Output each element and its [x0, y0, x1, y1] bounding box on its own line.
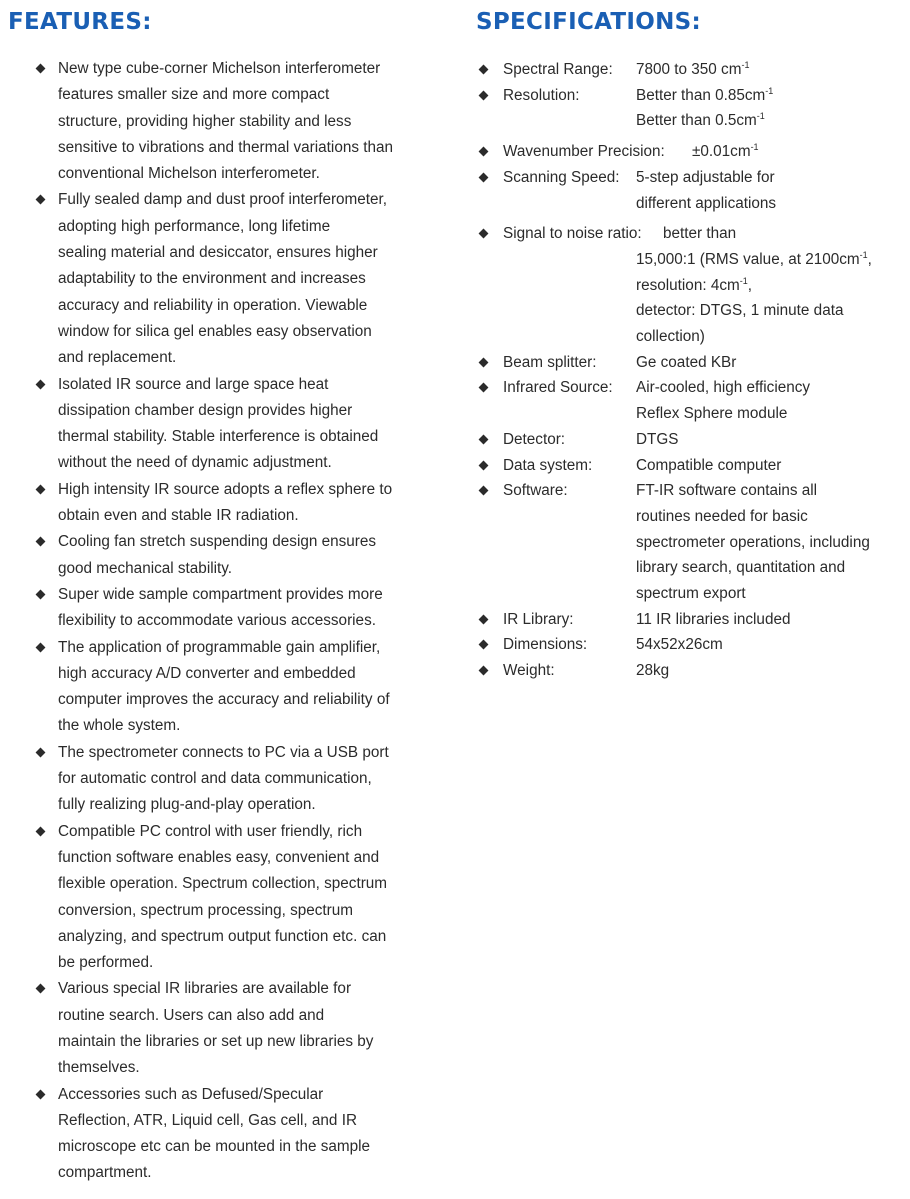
diamond-bullet-icon: [479, 434, 489, 444]
diamond-bullet-icon: [36, 747, 46, 757]
diamond-bullet-icon: [479, 357, 489, 367]
diamond-bullet-icon: [36, 195, 46, 205]
diamond-bullet-icon: [36, 1089, 46, 1099]
diamond-bullet-icon: [36, 537, 46, 547]
diamond-bullet-icon: [479, 90, 489, 100]
feature-item: High intensity IR source adopts a reflex sphere to obtain even and stable IR radiation.: [0, 477, 440, 530]
spec-detector: Detector: DTGS: [476, 427, 910, 453]
diamond-bullet-icon: [479, 614, 489, 624]
spec-data-system: Data system: Compatible computer: [476, 453, 910, 479]
features-list: [0, 56, 440, 1187]
feature-item: Compatible PC control with user friendly, rich function software enables easy, convenient and flexible operation. Spectrum collection, spectrum conversion, spectrum processing, spectrum analyzing, and spectrum output function etc. can be performed.: [0, 819, 440, 977]
spec-resolution: Resolution: Better than $0.85cm^{-1}$ Better than $0.5cm^{-1}$: [476, 83, 910, 134]
feature-item: The application of programmable gain amplifier, high accuracy A/D converter and embedded computer improves the accuracy and reliability of the whole system.: [0, 635, 440, 740]
feature-item: Various special IR libraries are available for routine search. Users can also add and maintain the libraries or set up new libraries by themselves.: [0, 976, 440, 1081]
diamond-bullet-icon: [36, 642, 46, 652]
feature-item: Accessories such as Defused/Specular Reflection, ATR, Liquid cell, Gas cell, and IR microscope etc can be mounted in the sample compartment.: [0, 1082, 440, 1187]
diamond-bullet-icon: [36, 484, 46, 494]
specifications-column: [476, 0, 910, 684]
spec-dimensions: Dimensions: 54x52x26cm: [476, 632, 910, 658]
diamond-bullet-icon: [36, 589, 46, 599]
spec-spectral-range: Spectral Range: 7800 to 350 $cm^{-1}$: [476, 57, 910, 83]
specifications-list: [476, 57, 910, 684]
spec-infrared-source: Infrared Source: Air-cooled, high efficiency Reflex Sphere module: [476, 375, 910, 426]
diamond-bullet-icon: [479, 383, 489, 393]
feature-item: Super wide sample compartment provides more flexibility to accommodate various accessories.: [0, 582, 440, 635]
feature-item: Fully sealed damp and dust proof interferometer, adopting high performance, long lifetime sealing material and desiccator, ensures higher adaptability to the environment and increases accuracy and reliability in operation. Viewable window for silica gel enables easy observation and replacement.: [0, 187, 440, 371]
spec-weight: Weight: 28kg: [476, 658, 910, 684]
feature-item: New type cube-corner Michelson interferometer features smaller size and more compact structure, providing higher stability and less sensitive to vibrations and thermal variations than conventional Michelson interferometer.: [0, 56, 440, 187]
feature-item: The spectrometer connects to PC via a USB port for automatic control and data communication, fully realizing plug-and-play operation.: [0, 740, 440, 819]
feature-item: Cooling fan stretch suspending design ensures good mechanical stability.: [0, 529, 440, 582]
spec-signal-to-noise: Signal to noise ratio: better than 15,000:1 (RMS value, at $2100cm^{-1}$, resolution: $4cm^{-1}$, detector: DTGS, 1 minute data collection): [476, 221, 910, 350]
diamond-bullet-icon: [479, 172, 489, 182]
features-column: [0, 0, 440, 1187]
feature-item: Isolated IR source and large space heat dissipation chamber design provides higher thermal stability. Stable interference is obtained without the need of dynamic adjustment.: [0, 372, 440, 477]
diamond-bullet-icon: [479, 640, 489, 650]
spec-software: Software: FT-IR software contains all routines needed for basic spectrometer operations, including library search, quantitation and spectrum export: [476, 478, 910, 607]
specifications-heading: SPECIFICATIONS:: [476, 9, 702, 35]
diamond-bullet-icon: [479, 666, 489, 676]
diamond-bullet-icon: [36, 826, 46, 836]
spec-scanning-speed: Scanning Speed: 5-step adjustable for different applications: [476, 165, 910, 216]
diamond-bullet-icon: [36, 64, 46, 74]
diamond-bullet-icon: [479, 460, 489, 470]
diamond-bullet-icon: [479, 65, 489, 75]
spec-ir-library: IR Library: 11 IR libraries included: [476, 607, 910, 633]
spec-beam-splitter: Beam splitter: Ge coated KBr: [476, 350, 910, 376]
spec-wavenumber-precision: Wavenumber Precision: $\pm 0.01cm^{-1}$: [476, 139, 910, 165]
diamond-bullet-icon: [479, 147, 489, 157]
diamond-bullet-icon: [36, 379, 46, 389]
diamond-bullet-icon: [479, 486, 489, 496]
diamond-bullet-icon: [36, 984, 46, 994]
features-heading: FEATURES:: [8, 9, 152, 35]
diamond-bullet-icon: [479, 229, 489, 239]
